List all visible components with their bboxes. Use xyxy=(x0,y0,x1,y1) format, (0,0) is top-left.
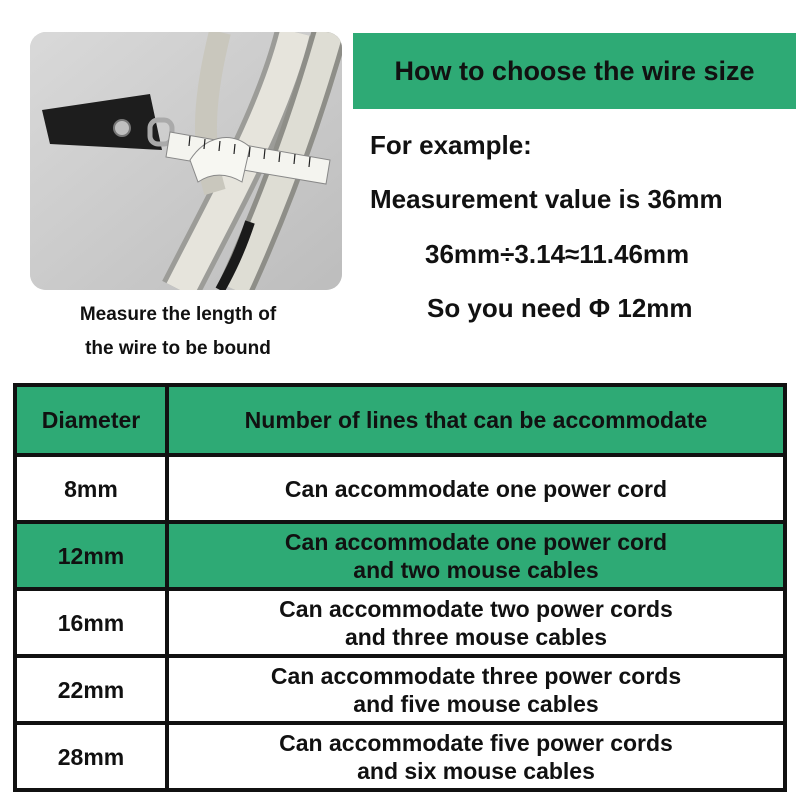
photo-caption xyxy=(30,298,326,366)
diameter-cell: 12mm xyxy=(15,522,167,589)
example-measurement: Measurement value is 36mm xyxy=(370,184,723,214)
capacity-cell: Can accommodate one power cord xyxy=(167,455,785,522)
caption-line-1: Measure the length of xyxy=(79,304,277,325)
example-label: For example: xyxy=(370,130,532,160)
table-row xyxy=(15,589,785,656)
caption-line-2: the wire to be bound xyxy=(85,338,271,359)
table-row xyxy=(15,656,785,723)
capacity-cell: Can accommodate three power cords and five mouse cables xyxy=(167,656,785,723)
diameter-cell: 16mm xyxy=(15,589,167,656)
page-title: How to choose the wire size xyxy=(353,33,796,109)
diameter-cell: 8mm xyxy=(15,455,167,522)
measuring-tape-photo xyxy=(30,32,342,290)
diameter-cell: 22mm xyxy=(15,656,167,723)
header-lines: Number of lines that can be accommodate xyxy=(167,385,785,455)
table-row xyxy=(15,455,785,522)
header-diameter: Diameter xyxy=(15,385,167,455)
capacity-cell: Can accommodate five power cords and six mouse cables xyxy=(167,723,785,790)
example-result: So you need Φ 12mm xyxy=(427,293,693,323)
table-row xyxy=(15,723,785,790)
table-header-row xyxy=(15,385,785,455)
diameter-cell: 28mm xyxy=(15,723,167,790)
example-calculation: 36mm÷3.14≈11.46mm xyxy=(425,239,690,269)
capacity-cell: Can accommodate two power cords and three mouse cables xyxy=(167,589,785,656)
table-row xyxy=(15,522,785,589)
capacity-cell: Can accommodate one power cord and two mouse cables xyxy=(167,522,785,589)
wire-size-table xyxy=(13,383,787,792)
